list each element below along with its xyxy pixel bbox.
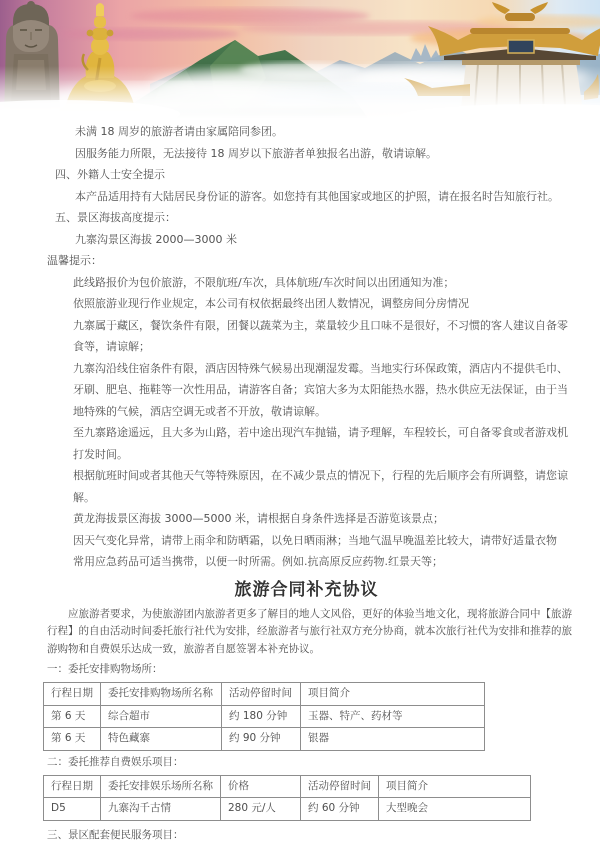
header-cell: 委托安排娱乐场所名称 (101, 775, 221, 798)
notice-line: 九寨沟景区海拔 2000—3000 米 (75, 232, 237, 246)
shopping-table-label: 一：委托安排购物场所： (47, 663, 163, 675)
notice-heading-4: 四、外籍人士安全提示 (55, 168, 165, 181)
tips-heading: 温馨提示： (47, 254, 102, 267)
notice-line: 因服务能力所限，无法接待 18 周岁以下旅游者单独报名出游，敬请谅解。 (75, 146, 437, 160)
tip-item: 常用应急药品可适当携带，以便一时所需。例如.抗高原反应药物.红景天等； (73, 555, 443, 568)
cell-day: 第 6 天 (44, 705, 101, 728)
agreement-title: 旅游合同补充协议 (234, 579, 379, 600)
header-cell: 价格 (221, 775, 301, 798)
header-cell: 行程日期 (44, 775, 101, 798)
tip-item: 至九寨路途遥远，且大多为山路，若中途出现汽车抛锚，请予理解，车程较长，可自备零食或者游戏机打发时间。 (73, 426, 568, 461)
convenience-section-label: 三、景区配套便民服务项目： (47, 828, 184, 841)
cell-duration: 约 90 分钟 (222, 728, 301, 751)
notice-heading-5: 五、景区海拔高度提示： (55, 211, 176, 224)
cell-venue: 九寨沟千古情 (101, 798, 221, 821)
entertainment-table (43, 775, 531, 821)
entertainment-table-label: 二：委托推荐自费娱乐项目： (47, 755, 184, 768)
table-header-row (44, 683, 485, 706)
tip-item: 九寨属于藏区，餐饮条件有限，团餐以蔬菜为主，菜量较少且口味不是很好，不习惯的客人建议自备零食等，请谅解； (73, 318, 568, 353)
header-cell: 项目简介 (379, 775, 531, 798)
table-row (44, 728, 485, 751)
header-image (0, 0, 600, 118)
agreement-intro: 应旅游者要求，为使旅游团内旅游者更多了解目的地人文风俗，更好的体验当地文化，现将旅游合同中【旅游行程】的自由活动时间委托旅行社代为安排，经旅游者与旅行社双方充分协商，就本次旅行社代为安排和推荐的旅游购物和自费娱乐达成一致，旅游者自愿签署本补充协议。 (47, 607, 572, 655)
header-cell: 项目简介 (301, 683, 485, 706)
cell-venue: 特色藏寨 (101, 728, 222, 751)
cell-price: 280 元/人 (221, 798, 301, 821)
tip-item: 因天气变化异常，请带上雨伞和防晒霜，以免日晒雨淋；当地气温早晚温差比较大，请带好适量衣物 (73, 533, 557, 547)
table-header-row (44, 775, 531, 798)
table-row (44, 705, 485, 728)
cell-summary: 玉器、特产、药材等 (301, 705, 485, 728)
table-row (44, 798, 531, 821)
cell-duration: 约 60 分钟 (301, 798, 379, 821)
tip-item: 依照旅游业现行作业规定，本公司有权依据最终出团人数情况，调整房间分房情况 (73, 297, 469, 310)
document-body (0, 118, 600, 844)
header-cell: 行程日期 (44, 683, 101, 706)
cell-summary: 银器 (301, 728, 485, 751)
tip-item: 根据航班时间或者其他天气等特殊原因，在不减少景点的情况下，行程的先后顺序会有所调整，请您谅解。 (73, 469, 568, 504)
cell-venue: 综合超市 (101, 705, 222, 728)
header-cell: 活动停留时间 (301, 775, 379, 798)
notice-line: 本产品适用持有大陆居民身份证的游客。如您持有其他国家或地区的护照，请在报名时告知旅行社。 (75, 189, 559, 203)
notice-line: 未满 18 周岁的旅游者请由家属陪同参团。 (75, 125, 283, 138)
tip-item: 此线路报价为包价旅游，不限航班/车次，具体航班/车次时间以出团通知为准； (73, 275, 455, 289)
cell-duration: 约 180 分钟 (222, 705, 301, 728)
shopping-table (43, 682, 485, 751)
header-cell: 委托安排购物场所名称 (101, 683, 222, 706)
tip-item: 黄龙海拔景区海拔 3000—5000 米，请根据自身条件选择是否游览该景点； (73, 512, 444, 525)
cell-day: 第 6 天 (44, 728, 101, 751)
cell-summary: 大型晚会 (379, 798, 531, 821)
cell-day: D5 (44, 798, 101, 821)
tip-item: 九寨沟沿线住宿条件有限，酒店因特殊气候易出现潮湿发霉。当地实行环保政策，酒店内不提供毛巾、牙刷、肥皂、拖鞋等一次性用品，请游客自备；宾馆大多为太阳能热水器，热水供应无法保证，由于当地特殊的气候，酒店空调无或者不开放，敬请谅解。 (73, 361, 568, 418)
header-cell: 活动停留时间 (222, 683, 301, 706)
